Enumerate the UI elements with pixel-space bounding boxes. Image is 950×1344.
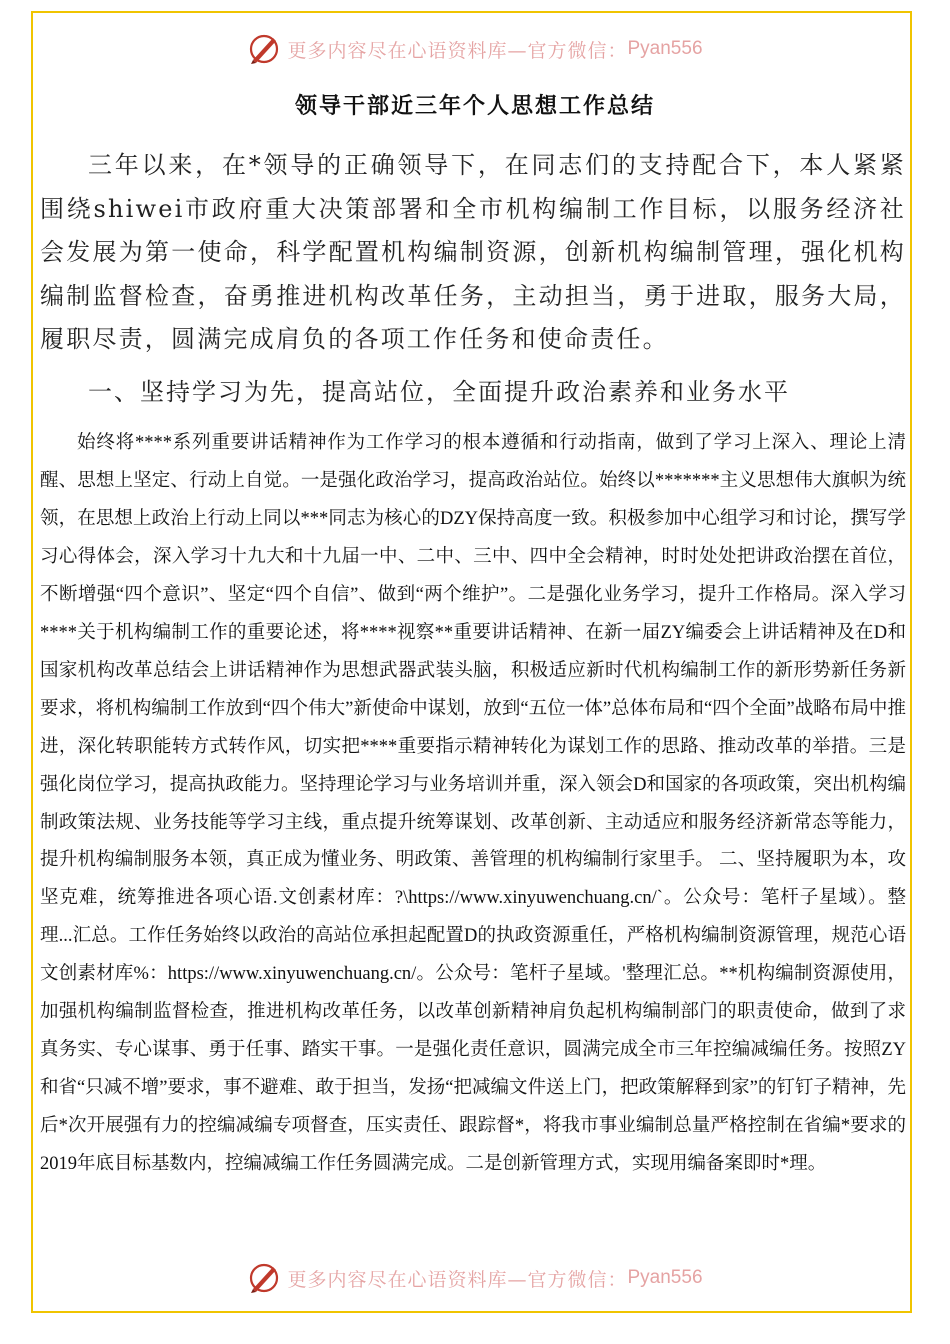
pen-logo-icon [247,1261,281,1295]
pen-logo-icon [247,32,281,66]
header-watermark [0,29,950,69]
section-heading: 一、坚持学习为先，提高站位，全面提升政治素养和业务水平 [88,378,790,406]
footer-watermark [0,1258,950,1298]
document-title: 领导干部近三年个人思想工作总结 [294,93,655,119]
watermark-wechat-id: Pyan556 [627,38,703,59]
watermark-text: 更多内容尽在心语资料库—官方微信： [287,1268,628,1291]
intro-paragraph: 三年以来，在*领导的正确领导下，在同志们的支持配合下，本人紧紧围绕shiwei市政府重大决策部署和全市机构编制工作目标，以服务经济社会发展为第一使命，科学配置机构编制资源，创新机构编制管理，强化机构编制监督检查，奋勇推进机构改革任务，主动担当，勇于进取，服务大局，履职尽责，圆满完成肩负的各项工作任务和使命责任。 [40,151,906,354]
watermark-text: 更多内容尽在心语资料库—官方微信： [287,39,628,62]
body-paragraph: 始终将****系列重要讲话精神作为工作学习的根本遵循和行动指南，做到了学习上深入、理论上清醒、思想上坚定、行动上自觉。一是强化政治学习，提高政治站位。始终以*******主义思想伟大旗帜为统领，在思想上政治上行动上同以***同志为核心的DZY保持高度一致。积极参加中心组学习和讨论，撰写学习心得体会，深入学习十九大和十九届一中、二中、三中、四中全会精神，时时处处把讲政治摆在首位，不断增强“四个意识”、坚定“四个自信”、做到“两个维护”。二是强化业务学习，提升工作格局。深入学习****关于机构编制工作的重要论述，将****视察**重要讲话精神、在新一届ZY编委会上讲话精神及在D和国家机构改革总结会上讲话精神作为思想武器武装头脑，积极适应新时代机构编制工作的新形势新任务新要求，将机构编制工作放到“四个伟大”新使命中谋划，放到“五位一体”总体布局和“四个全面”战略布局中推进，深化转职能转方式转作风，切实把****重要指示精神转化为谋划工作的思路、推动改革的举措。三是强化岗位学习，提高执政能力。坚持理论学习与业务培训并重，深入领会D和国家的各项政策，突出机构编制政策法规、业务技能等学习主线，重点提升统筹谋划、改革创新、主动适应和服务经济新常态等能力，提升机构编制服务本领，真正成为懂业务、明政策、善管理的机构编制行家里手。 二、坚持履职为本，攻坚克难，统筹推进各项心语.文创素材库：?\https://www.xinyuwenchuang.cn/`。公众号：笔杆子星域）。整理...汇总。工作任务始终以政治的高站位承担起配置D的执政资源重任，严格机构编制资源管理，规范心语文创素材库%：https://www.xinyuwenchuang.cn/。公众号：笔杆子星域。'整理汇总。**机构编制资源使用，加强机构编制监督检查，推进机构改革任务，以改革创新精神肩负起机构编制部门的职责使命，做到了求真务实、专心谋事、勇于任事、踏实干事。一是强化责任意识，圆满完成全市三年控编减编任务。按照ZY和省“只减不增”要求，事不避难、敢于担当，发扬“把减编文件送上门，把政策解释到家”的钉钉子精神，先后*次开展强有力的控编减编专项督查，压实责任、跟踪督*，将我市事业编制总量严格控制在省编*要求的2019年底目标基数内，控编减编工作任务圆满完成。二是创新管理方式，实现用编备案即时*理。 [40,433,906,1175]
watermark-wechat-id: Pyan556 [627,1267,703,1288]
